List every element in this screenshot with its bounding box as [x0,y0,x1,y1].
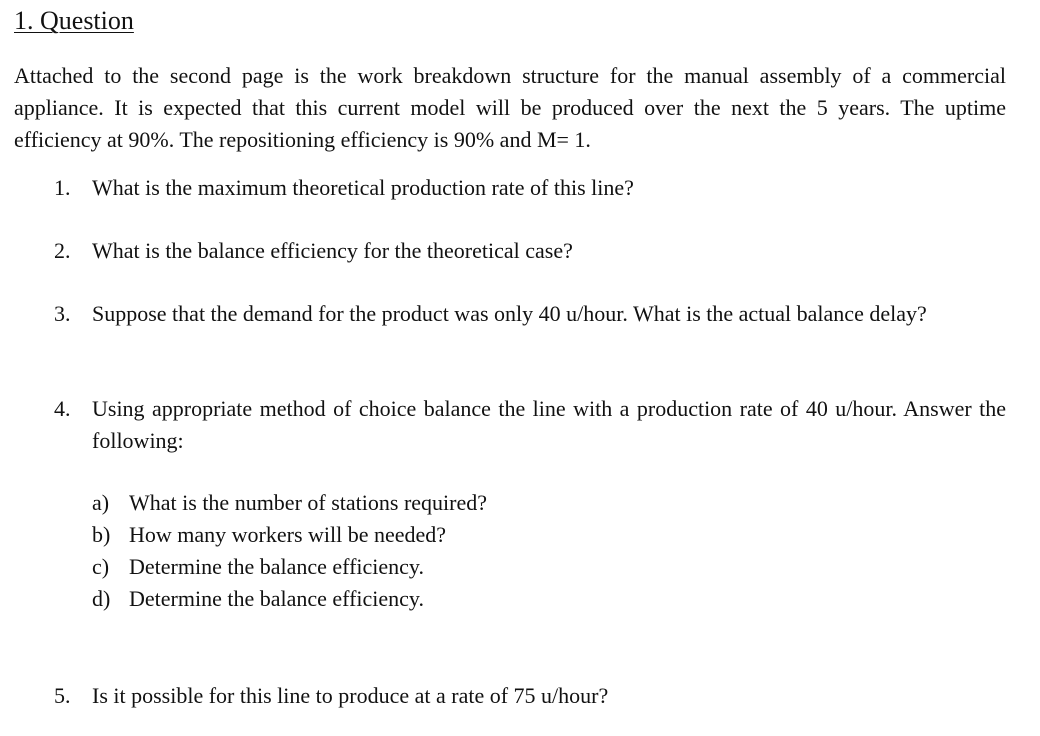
question-item-1 [54,172,1006,204]
subquestion-letter: b) [92,522,111,547]
subquestion-item-c [92,551,992,583]
question-number: 5. [54,683,71,708]
question-text: Is it possible for this line to produce at a rate of 75 u/hour? [92,683,609,708]
subquestion-item-d [92,583,992,615]
question-text: What is the maximum theoretical production rate of this line? [92,175,634,200]
intro-paragraph: Attached to the second page is the work breakdown structure for the manual assembly of a commercial appliance. It is expected that this current model will be produced over the next the 5 years. The uptime efficiency at 90%. The repositioning efficiency is 90% and M= 1. [14,63,1006,152]
subquestion-list [92,487,992,615]
section-heading: 1. Question [14,6,134,35]
subquestion-letter: a) [92,490,110,515]
question-item-2 [54,235,1006,267]
question-text: Suppose that the demand for the product was only 40 u/hour. What is the actual balance delay? [92,301,927,326]
question-text: What is the balance efficiency for the theoretical case? [92,238,573,263]
question-text: Using appropriate method of choice balance the line with a production rate of 40 u/hour. Answer the following: [92,396,1006,453]
question-item-4 [54,393,1006,457]
subquestion-text: Determine the balance efficiency. [129,554,425,579]
question-number: 3. [54,301,71,326]
subquestion-item-a [92,487,992,519]
subquestion-text: Determine the balance efficiency. [129,586,425,611]
question-number: 4. [54,396,71,421]
question-number: 2. [54,238,71,263]
subquestion-letter: c) [92,554,110,579]
question-item-5 [54,680,1006,712]
subquestion-text: What is the number of stations required? [129,490,488,515]
question-item-3 [54,298,1006,330]
question-number: 1. [54,175,71,200]
subquestion-item-b [92,519,992,551]
subquestion-text: How many workers will be needed? [129,522,447,547]
subquestion-letter: d) [92,586,111,611]
